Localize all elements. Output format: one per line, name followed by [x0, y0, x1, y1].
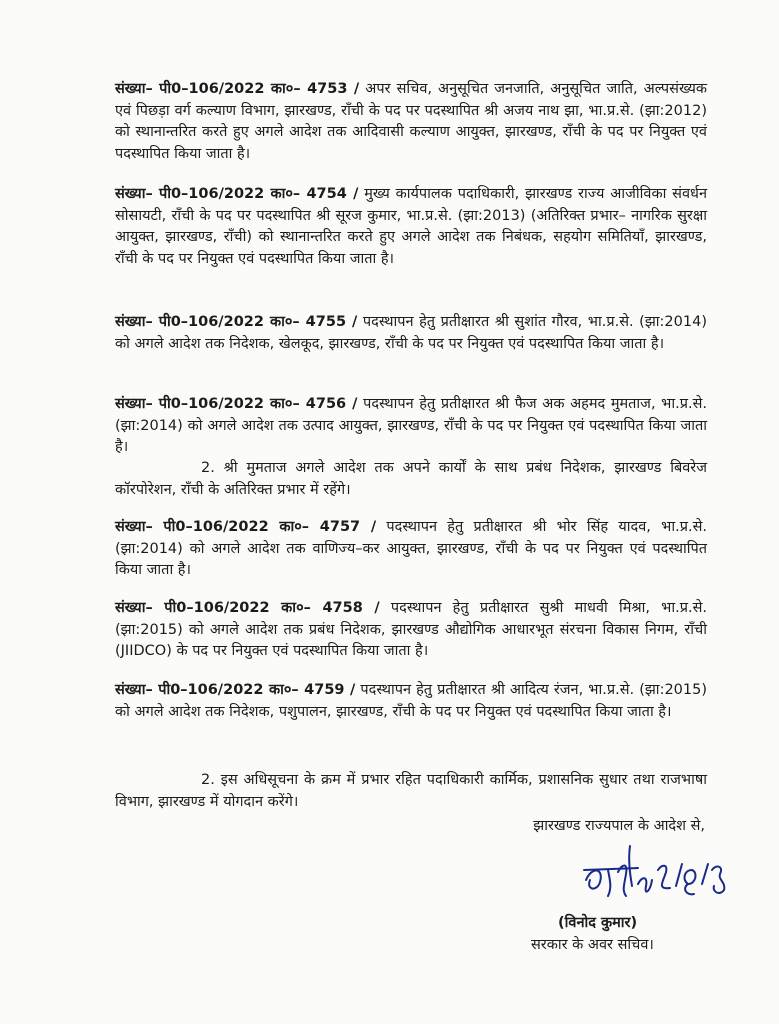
order-4759 — [115, 680, 707, 723]
order-ref: संख्या– पी0–106/2022 का०– 4759 / — [115, 682, 356, 698]
order-4754 — [115, 184, 707, 270]
order-ref: संख्या– पी0–106/2022 का०– 4757 / — [115, 519, 377, 535]
order-4753 — [115, 79, 707, 165]
order-text: अपर सचिव, अनुसूचित जनजाति, अनुसूचित जाति, अल्पसंख्यक एवं पिछड़ा वर्ग कल्याण विभाग, झारखण्ड, राँची के पद पर पदस्थापित श्री अजय नाथ झा, भा.प्र.से. (झा:2012) को स्थानान्तरित करते हुए अगले आदेश तक आदिवासी कल्याण आयुक्त, झारखण्ड, राँची के पद पर नियुक्त एवं पदस्थापित किया जाता है। — [115, 81, 708, 162]
order-4757 — [115, 517, 707, 582]
order-4755 — [115, 312, 707, 355]
order-4756 — [115, 394, 707, 459]
order-text: पदस्थापन हेतु प्रतीक्षारत सुश्री माधवी मिश्रा, भा.प्र.से. (झा:2015) को अगले आदेश तक प्रबंध निदेशक, झारखण्ड औद्योगिक आधारभूत संरचना विकास निगम, राँची (JIIDCO) के पद पर नियुक्त एवं पदस्थापित किया जाता है। — [115, 600, 708, 659]
handwritten-signature — [578, 840, 738, 910]
order-text: मुख्य कार्यपालक पदाधिकारी, झारखण्ड राज्य आजीविका संवर्धन सोसायटी, राँची के पद पर पदस्थापित श्री सूरज कुमार, भा.प्र.से. (झा:2013) (अतिरिक्त प्रभार– नागरिक सुरक्षा आयुक्त, झारखण्ड, राँची) को स्थानान्तरित करते हुए अगले आदेश तक निबंधक, सहयोग समितियाँ, झारखण्ड, राँची के पद पर नियुक्त एवं पदस्थापित किया जाता है। — [115, 186, 707, 267]
order-text: पदस्थापन हेतु प्रतीक्षारत श्री आदित्य रंजन, भा.प्र.से. (झा:2015) को अगले आदेश तक निदेशक, पशुपालन, झारखण्ड, राँची के पद पर नियुक्त एवं पदस्थापित किया जाता है। — [115, 682, 708, 720]
order-text: पदस्थापन हेतु प्रतीक्षारत श्री सुशांत गौरव, भा.प्र.से. (झा:2014) को अगले आदेश तक निदेशक, खेलकूद, झारखण्ड, राँची के पद पर नियुक्त एवं पदस्थापित किया जाता है। — [115, 314, 707, 352]
order-ref: संख्या– पी0–106/2022 का०– 4758 / — [115, 600, 380, 616]
order-ref: संख्या– पी0–106/2022 का०– 4756 / — [115, 396, 358, 412]
order-4756-additional-charge — [115, 458, 707, 501]
signer-name: (विनोद कुमार) — [558, 915, 638, 931]
closing-line: झारखण्ड राज्यपाल के आदेश से, — [533, 818, 705, 834]
order-text: पदस्थापन हेतु प्रतीक्षारत श्री फैज अक अहमद मुमताज, भा.प्र.से. (झा:2014) को अगले आदेश तक उत्पाद आयुक्त, झारखण्ड, राँची के पद पर नियुक्त एवं पदस्थापित किया जाता है। — [115, 396, 707, 455]
order-text: पदस्थापन हेतु प्रतीक्षारत श्री भोर सिंह यादव, भा.प्र.से. (झा:2014) को अगले आदेश तक वाणिज्य–कर आयुक्त, झारखण्ड, राँची के पद पर नियुक्त एवं पदस्थापित किया जाता है। — [115, 519, 707, 578]
signer-designation: सरकार के अवर सचिव। — [531, 937, 654, 953]
order-ref: संख्या– पी0–106/2022 का०– 4754 / — [115, 186, 359, 202]
final-note — [115, 770, 707, 813]
order-4758 — [115, 598, 707, 663]
order-ref: संख्या– पी0–106/2022 का०– 4755 / — [115, 314, 358, 330]
order-ref: संख्या– पी0–106/2022 का०– 4753 / — [115, 81, 360, 97]
sub-text: 2. श्री मुमताज अगले आदेश तक अपने कार्यों के साथ प्रबंध निदेशक, झारखण्ड बिवरेज कॉरपोरेशन, राँची के अतिरिक्त प्रभार में रहेंगे। — [115, 460, 707, 498]
final-note-text: 2. इस अधिसूचना के क्रम में प्रभार रहित पदाधिकारी कार्मिक, प्रशासनिक सुधार तथा राजभाषा विभाग, झारखण्ड में योगदान करेंगे। — [115, 772, 707, 810]
